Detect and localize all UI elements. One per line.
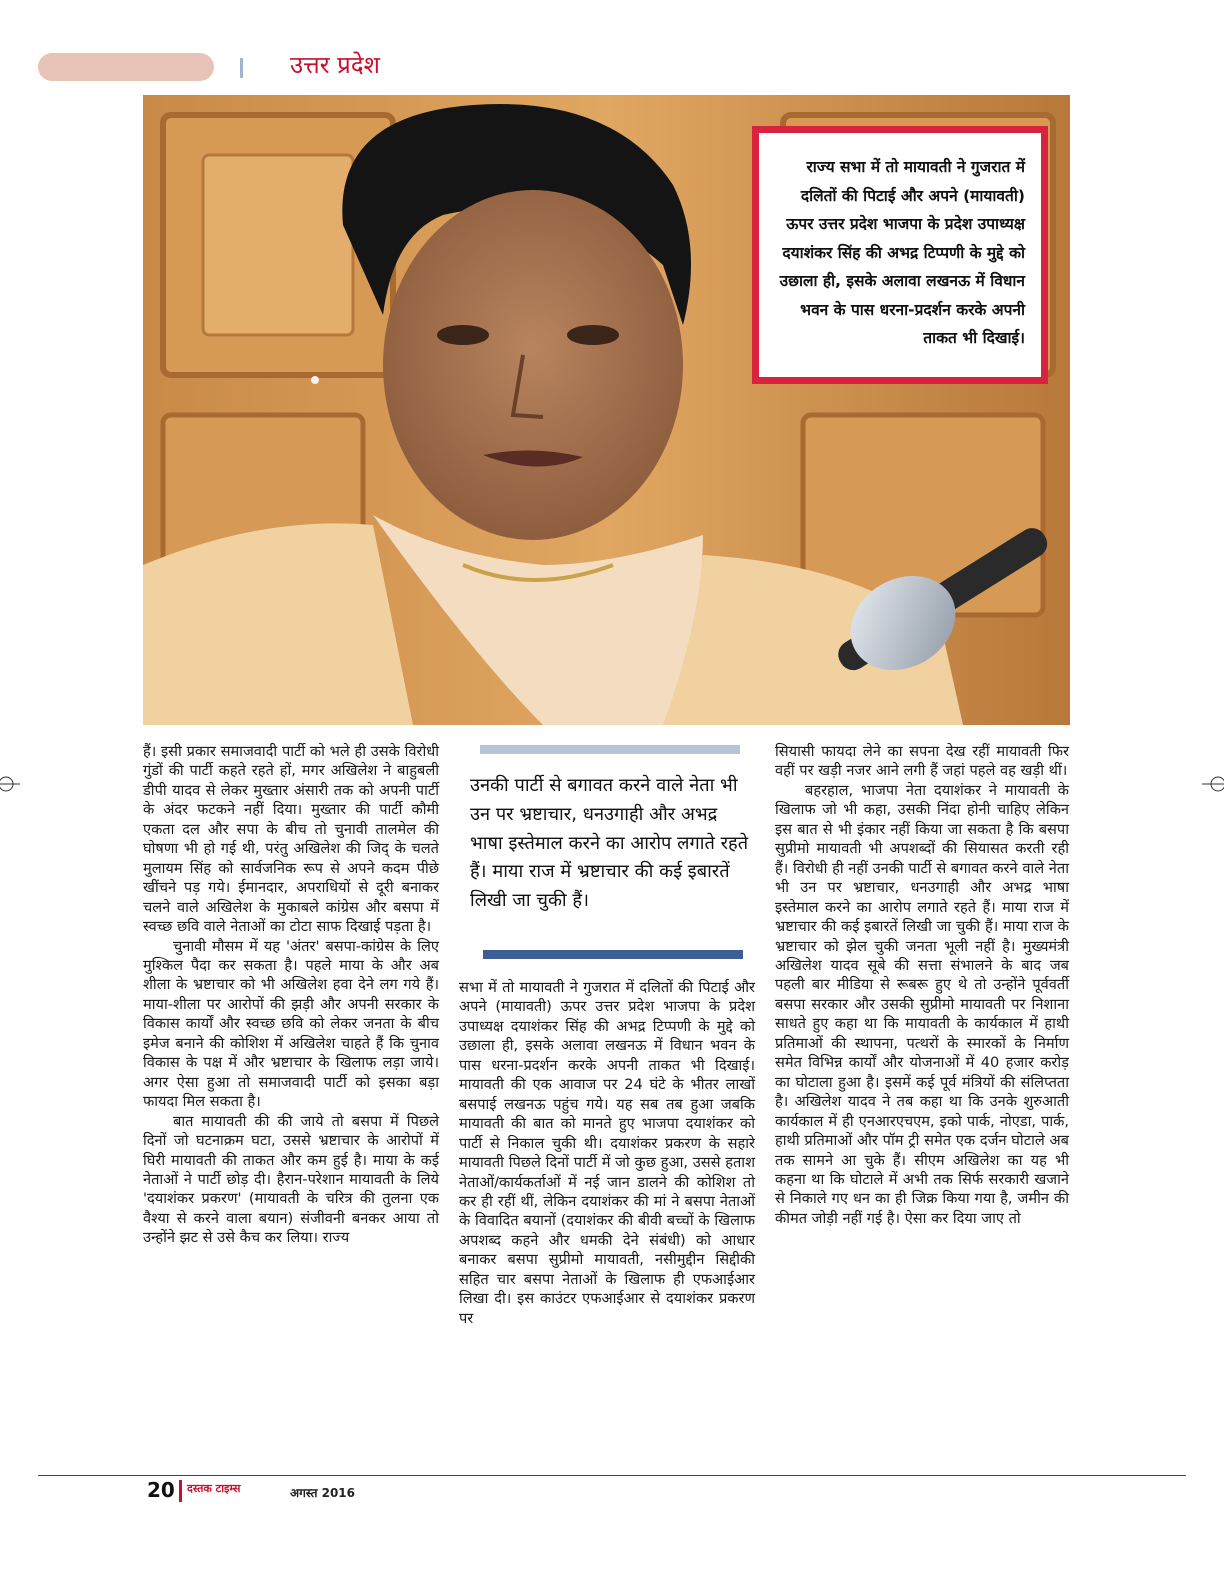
page-number: 20 [147,1478,175,1502]
callout-box [752,126,1048,384]
pull-quote: उनकी पार्टी से बगावत करने वाले नेता भी उन पर भ्रष्टाचार, धनउगाही और अभद्र भाषा इस्तेमाल करने का आरोप लगाते रहते हैं। माया राज में भ्रष्टाचार की कई इबारतें लिखी जा चुकी हैं। [470,775,749,912]
issue-date: अगस्त 2016 [290,1486,356,1500]
footer-divider [179,1480,182,1502]
section-tab-pill [38,53,214,81]
publication-name: दस्तक टाइम्स [187,1482,241,1495]
pull-quote-rule-bottom [483,950,743,959]
footer-rule [38,1475,1186,1476]
paragraph: हैं। इसी प्रकार समाजवादी पार्टी को भले ही उसके विरोधी गुंडों की पार्टी कहते रहते हों, मगर अखिलेश ने बाहुबली डीपी यादव से लेकर मुख्तार अंसारी तक को अपनी पार्टी के अंदर फटकने नहीं दिया। मुख्तार की पार्टी कौमी एकता दल और सपा के बीच तो चुनावी तालमेल की घोषणा भी हो गई थी, परंतु अखिलेश की जिद् के चलते मुलायम सिंह को सार्वजनिक रूप से अपने कदम पीछे खींचने पड़ गये। ईमानदार, अपराधियों से दूरी बनाकर चलने वाले अखिलेश के मुकाबले कांग्रेस और बसपा में स्वच्छ छवि वाले नेताओं का टोटा साफ दिखाई पड़ता है। [143,743,439,936]
header-divider [240,58,243,78]
article-column-2 [459,978,755,1328]
pull-quote-rule-top [480,745,740,754]
registration-mark-left [0,774,24,794]
paragraph: बहरहाल, भाजपा नेता दयाशंकर ने मायावती के खिलाफ जो भी कहा, उसकी निंदा होनी चाहिए लेकिन इस बात से भी इंकार नहीं किया जा सकता है कि बसपा सुप्रीमो मायावती भी अपशब्दों की सियासत करती रही हैं। विरोधी ही नहीं उनकी पार्टी से बगावत करने वाले नेता भी उन पर भ्रष्टाचार, धनउगाही और अभद्र भाषा इस्तेमाल करने का आरोप लगाते रहते हैं। माया राज में भ्रष्टाचार की कई इबारतें लिखी जा चुकी हैं। माया राज के भ्रष्टाचार को झेल चुकी जनता भूली नहीं है। मुख्यमंत्री अखिलेश यादव सूबे की सत्ता संभालने के बाद जब पहली बार मीडिया से रूबरू हुए थे तो उन्होंने पूर्ववर्ती बसपा सरकार और उसकी सुप्रीमो मायावती पर निशाना साधते हुए कहा था कि मायावती के कार्यकाल में हाथी प्रतिमाओं की स्थापना, पत्थरों के स्मारकों के निर्माण समेत विभिन्न कार्यों और योजनाओं में 40 हजार करोड़ का घोटाला हुआ है। इसमें कई पूर्व मंत्रियों की संलिप्तता है। अखिलेश यादव ने तब कहा था कि उनके शुरुआती कार्यकाल में ही एनआरएचएम, इको पार्क, नोएडा, पार्क, हाथी प्रतिमाओं और पॉम ट्री समेत एक दर्जन घोटाले अब तक सामने आ चुके हैं। सीएम अखिलेश का यह भी कहना था कि घोटाले में अभी तक सिर्फ सरकारी खजाने से निकाले गए धन का ही जिक्र किया गया है, जमीन की कीमत जोड़ी नहीं गई है। ऐसा कर दिया जाए तो [775,781,1069,1227]
section-title: उत्तर प्रदेश [290,51,380,79]
article-column-3 [775,742,1069,1228]
paragraph: चुनावी मौसम में यह 'अंतर' बसपा-कांग्रेस के लिए मुश्किल पैदा कर सकता है। पहले माया के और अब शीला के भ्रष्टाचार को भी अखिलेश हवा देने लग गये हैं। माया-शीला पर आरोपों की झड़ी और अपनी सरकार के विकास कार्यों और स्वच्छ छवि को लेकर जनता के बीच इमेज बनाने की कोशिश में अखिलेश चाहते हैं कि चुनाव विकास के पक्ष में और भ्रष्टाचार के खिलाफ लड़ा जाये। अगर ऐसा हुआ तो समाजवादी पार्टी को इसका बड़ा फायदा मिल सकता है। [143,937,439,1111]
paragraph: बात मायावती की की जाये तो बसपा में पिछले दिनों जो घटनाक्रम घटा, उससे भ्रष्टाचार के आरोपों में घिरी मायावती की ताकत और कम हुई है। माया के कई नेताओं ने पार्टी छोड़ दी। हैरान-परेशान मायावती के लिये 'दयाशंकर प्रकरण' (मायावती के चरित्र की तुलना एक वैश्या से करने वाला बयान) संजीवनी बनकर आया तो उन्होंने झट से उसे कैच कर लिया। राज्य [143,1112,439,1247]
paragraph: सभा में तो मायावती ने गुजरात में दलितों की पिटाई और अपने (मायावती) ऊपर उत्तर प्रदेश भाजपा के प्रदेश उपाध्यक्ष दयाशंकर सिंह की अभद्र टिप्पणी के मुद्दे को उछाला ही, इसके अलावा लखनऊ में विधान भवन के पास धरना-प्रदर्शन करके अपनी ताकत भी दिखाई। मायावती की एक आवाज पर 24 घंटे के भीतर लाखों बसपाई लखनऊ पहुंच गये। यह सब तब हुआ जबकि मायावती की बात को मानते हुए भाजपा दयाशंकर को पार्टी से निकाल चुकी थी। दयाशंकर प्रकरण के सहारे मायावती पिछले दिनों पार्टी में जो कुछ हुआ, उससे हताश नेताओं/कार्यकर्ताओं में नई जान डालने की कोशिश तो कर ही रहीं थीं, लेकिन दयाशंकर की मां ने बसपा नेताओं के विवादित बयानों (दयाशंकर की बीवी बच्चों के खिलाफ अपशब्द कहने और धमकी देने संबंधी) को आधार बनाकर बसपा सुप्रीमो मायावती, नसीमुद्दीन सिद्दीकी सहित चार बसपा नेताओं के खिलाफ ही एफआईआर लिखा दी। इस काउंटर एफआईआर से दयाशंकर प्रकरण पर [459,979,755,1327]
paragraph: सियासी फायदा लेने का सपना देख रहीं मायावती फिर वहीं पर खड़ी नजर आने लगी हैं जहां पहले वह खड़ी थीं। [775,743,1069,780]
callout-text: राज्य सभा में तो मायावती ने गुजरात में दलितों की पिटाई और अपने (मायावती) ऊपर उत्तर प्रदेश भाजपा के प्रदेश उपाध्यक्ष दयाशंकर सिंह की अभद्र टिप्पणी के मुद्दे को उछाला ही, इसके अलावा लखनऊ में विधान भवन के पास धरना-प्रदर्शन करके अपनी ताकत भी दिखाई। [779,158,1025,347]
registration-mark-right [1198,774,1224,794]
article-column-1 [143,742,439,1248]
